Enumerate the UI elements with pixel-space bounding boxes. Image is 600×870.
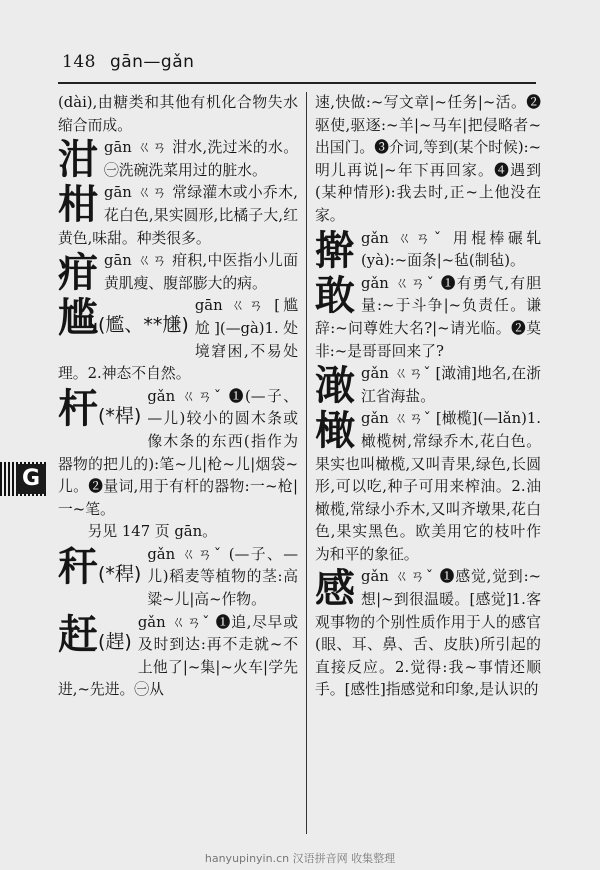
definition: gǎn ㄍㄢˇ 用棍棒碾轧(yà):~面条|~毡(制毡)。: [361, 229, 541, 270]
definition: gǎn ㄍㄢˇ (—子、—儿)稻麦等植物的茎:高粱~儿|高~作物。: [147, 545, 298, 609]
definition: gān ㄍㄢ [尴尬](—gà)1.处境窘困,不易处理。2.神态不自然。: [58, 297, 298, 383]
headword: 擀: [315, 227, 355, 273]
entry-gan-chase: [58, 612, 298, 702]
variant-forms: (*桿): [98, 404, 142, 427]
entry-gan-malnutrition: [58, 250, 298, 295]
see-also: 另见 147 页 gān。: [87, 523, 217, 541]
headword: 敢: [315, 272, 355, 319]
entry-gan-olive: [315, 408, 541, 566]
entry-gan-feel: [315, 566, 541, 702]
headword: 疳: [58, 250, 98, 296]
headword: 秆(*稈): [58, 543, 142, 590]
right-column: [315, 92, 541, 702]
headword: 尴(尷、**尲): [58, 295, 189, 342]
continued-text: 速,快做:~写文章|~任务|~活。❷驱使,驱逐:~羊|~马车|把侵略者~出国门。❸介词,等到(某个时候):~明儿再说|~年下再回家。❹遇到(某种情形):我去时,正~上他没在家。: [315, 94, 541, 224]
entry-gan-dare: [315, 273, 541, 363]
headword: 泔: [58, 137, 98, 183]
entry-gan-ganpu: [315, 363, 541, 408]
entry-gan-swill: [58, 137, 298, 182]
page-header: [62, 52, 194, 72]
entry-gan-roll: [315, 228, 541, 273]
variant-forms: (趕): [98, 630, 132, 653]
headword: 杆(*桿): [58, 385, 142, 432]
continued-text: (dài),由糖类和其他有机化合物失水缩合而成。: [58, 94, 298, 134]
definition: gān ㄍㄢ 常绿灌木或小乔木,花白色,果实圆形,比橘子大,红黄色,味甜。种类很多。: [58, 184, 298, 247]
definition: gān ㄍㄢ 泔水,洗过米的水。㊀洗碗洗菜用过的脏水。: [104, 139, 298, 179]
entry-gan-stalk: [58, 544, 298, 612]
headword: 澉: [315, 363, 355, 409]
entry-gan-pole: [58, 386, 298, 522]
definition: gǎn ㄍㄢˇ [橄榄](—lǎn)1.橄榄树,常绿乔木,花白色。果实也叫橄榄,又叫青果,绿色,长圆形,可以吃,种子可用来榨油。2.油橄榄,常绿小乔木,又叫齐墩果,花白色,果实黑色。欧美用它的枝叶作为和平的象征。: [315, 410, 541, 563]
page-number: 148: [62, 52, 96, 72]
definition: gǎn ㄍㄢˇ ❶(—子、—儿)较小的圆木条或像木条的东西(指作为器物的把儿的):笔~儿|枪~儿|烟袋~儿。❷量词,用于有杆的器物:一~枪|一~笔。: [58, 387, 298, 518]
definition: gǎn ㄍㄢˇ ❶追,尽早或及时到达:再不走就~不上他了|~集|~火车|学先进,~先进。㊀从: [58, 613, 298, 699]
footer-credit: hanyupinyin.cn 汉语拼音网 收集整理: [204, 852, 396, 865]
section-letter: G: [16, 464, 46, 494]
section-tab: [0, 462, 48, 496]
left-column: [58, 92, 298, 702]
headword: 柑: [58, 182, 98, 229]
column-divider: [306, 92, 307, 834]
headword: 赶(趕): [58, 611, 132, 658]
headword: 橄: [315, 408, 355, 455]
entry-gan-awkward: [58, 295, 298, 385]
header-rule: [58, 82, 536, 84]
definition: gān ㄍㄢ 疳积,中医指小儿面黄肌瘦、腹部膨大的病。: [104, 252, 298, 292]
definition: gǎn ㄍㄢˇ [澉浦]地名,在浙江省海盐。: [361, 365, 541, 405]
headword: 感: [315, 566, 355, 613]
definition: gǎn ㄍㄢˇ ❶有勇气,有胆量:~于斗争|~负责任。谦辞:~问尊姓大名?|~请光临。❷莫非:~是哥哥回来了?: [315, 274, 541, 360]
entry-gan-citrus: [58, 182, 298, 250]
definition: gǎn ㄍㄢˇ ❶感觉,觉到:~想|~到很温暖。[感觉]1.客观事物的个别性质作用于人的感官(眼、耳、鼻、舌、皮肤)所引起的直接反应。2.觉得:我~事情还顺手。[感性]指感觉和印象,是认识的: [315, 568, 541, 699]
variant-forms: (*稈): [98, 562, 142, 585]
variant-forms: (尷、**尲): [98, 314, 189, 337]
pinyin-range: gān—gǎn: [109, 52, 195, 72]
